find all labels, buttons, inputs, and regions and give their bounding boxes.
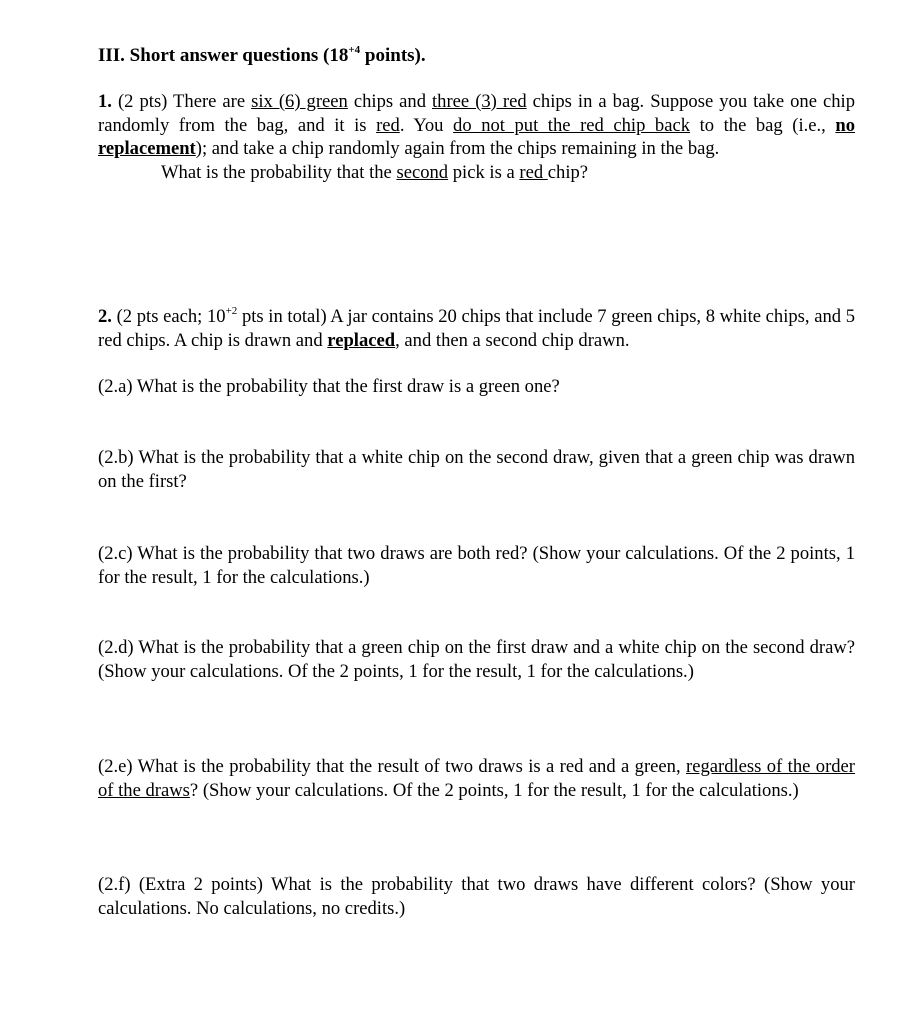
question-2a: (2.a) What is the probability that the first draw is a green one?: [98, 376, 560, 397]
question-1-text: What is the probability that the: [161, 161, 397, 183]
question-2f: (2.f) (Extra 2 points) What is the probability that two draws have different colors? (Show your calculations. No calculations, no credits.): [98, 874, 855, 919]
underlined-red-chip: red: [519, 161, 548, 183]
question-1-text: pick is a: [448, 161, 520, 183]
question-2-text: (2 pts each; 10: [111, 306, 226, 327]
question-1-prompt: [98, 161, 855, 185]
underlined-second: second: [396, 161, 449, 183]
question-1-text: ); and take a chip randomly again from the chips remaining in the bag.: [195, 138, 720, 159]
question-2e: [98, 755, 855, 802]
question-1: [98, 90, 855, 184]
question-2e-text: ? (Show your calculations. Of the 2 points, 1 for the result, 1 for the calculations.): [189, 779, 799, 801]
bold-replaced: replaced: [327, 329, 396, 351]
question-1-text: (2 pts) There are: [111, 91, 252, 112]
underlined-six-green: six (6) green: [251, 91, 348, 112]
section-title: III. Short answer questions (18: [98, 45, 349, 66]
question-2-superscript: +2: [225, 304, 238, 317]
question-2-text: pts in total) A jar contains 20 chips that include 7 green chips, 8 white chips, and 5 red chips. A chip is drawn and: [98, 306, 855, 351]
question-1-number: 1.: [98, 91, 112, 112]
question-2d: (2.d) What is the probability that a green chip on the first draw and a white chip on the second draw? (Show your calculations. Of the 2 points, 1 for the result, 1 for the calculations.): [98, 637, 855, 682]
question-2e-text: (2.e) What is the probability that the result of two draws is a red and a green,: [98, 756, 687, 777]
question-1-text: chips in a bag. Suppose you take one chip randomly from the bag, and it is: [98, 91, 855, 136]
question-2: [98, 305, 855, 352]
question-1-text: to the bag (i.e.,: [690, 114, 836, 136]
bold-no-replacement: no replacement: [98, 114, 856, 159]
underlined-not-put-back: do not put the red chip back: [453, 114, 691, 136]
section-title-superscript: +4: [348, 43, 361, 56]
underlined-red: red: [376, 114, 400, 136]
question-2b: (2.b) What is the probability that a white chip on the second draw, given that a green chip was drawn on the first?: [98, 447, 855, 492]
underlined-three-red: three (3) red: [432, 91, 527, 112]
underlined-regardless-of-order: regardless of the order of the draws: [98, 756, 855, 801]
question-2c: (2.c) What is the probability that two draws are both red? (Show your calculations. Of the 2 points, 1 for the result, 1 for the calculations.): [98, 543, 855, 588]
question-1-text: chip?: [547, 161, 589, 183]
question-1-text: . You: [399, 114, 454, 136]
question-2-number: 2.: [98, 306, 112, 327]
question-2-text: , and then a second chip drawn.: [395, 329, 630, 351]
section-title-end: points).: [360, 45, 426, 66]
question-1-text: chips and: [347, 91, 433, 112]
section-heading: [98, 44, 855, 68]
